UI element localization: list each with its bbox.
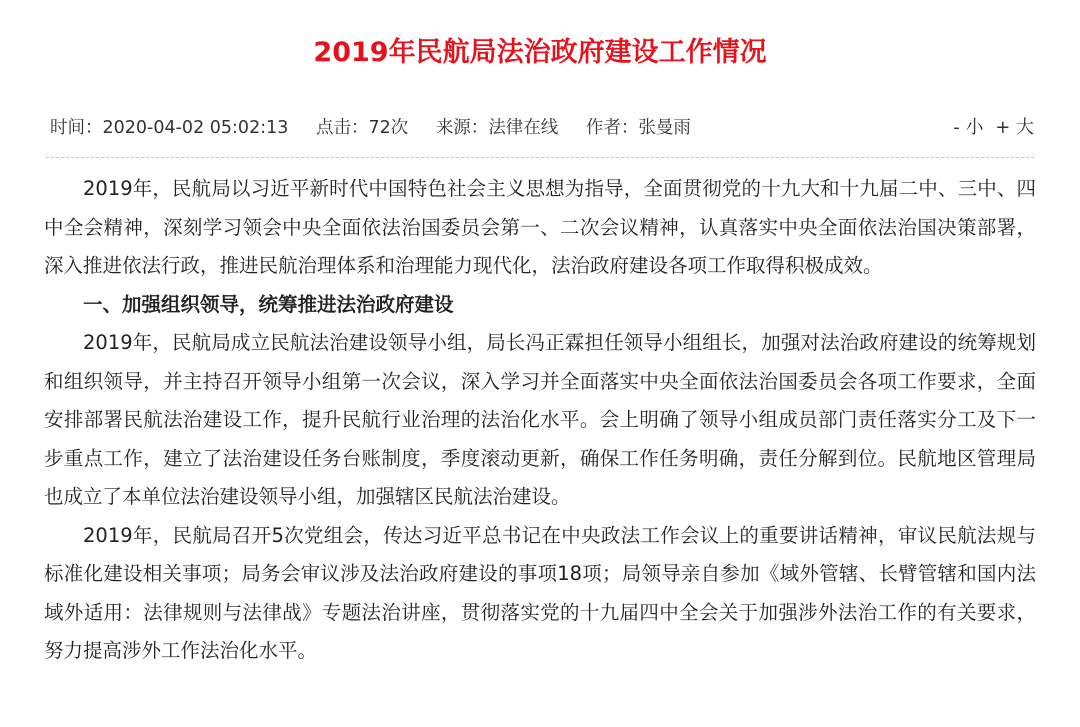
- meta-divider: [46, 157, 1034, 158]
- paragraph-2: 2019年，民航局成立民航法治建设领导小组，局长冯正霖担任领导小组组长，加强对法治政府建设的统筹规划和组织领导，并主持召开领导小组第一次会议，深入学习并全面落实中央全面依法治国委员会各项工作要求，全面安排部署民航法治建设工作，提升民航行业治理的法治化水平。会上明确了领导小组成员部门责任落实分工及下一步重点工作，建立了法治建设任务台账制度，季度滚动更新，确保工作任务明确，责任分解到位。民航地区管理局也成立了本单位法治建设领导小组，加强辖区民航法治建设。: [44, 331, 1036, 508]
- paragraph-3: 2019年，民航局召开5次党组会，传达习近平总书记在中央政法工作会议上的重要讲话精神，审议民航法规与标准化建设相关事项；局务会审议涉及法治政府建设的事项18项；局领导亲自参加《域外管辖、长臂管辖和国内法域外适用：法律规则与法律战》专题法治讲座，贯彻落实党的十九届四中全会关于加强涉外法治工作的有关要求，努力提高涉外工作法治化水平。: [44, 523, 1036, 662]
- meta-clicks: [316, 118, 408, 138]
- meta-time-value: 2020-04-02 05:02:13: [102, 118, 289, 138]
- article-meta: [42, 115, 1038, 141]
- meta-source: [436, 118, 559, 138]
- meta-source-value: 法律在线: [488, 118, 559, 138]
- meta-author-label: 作者：: [585, 118, 639, 138]
- paragraph-1: 2019年，民航局以习近平新时代中国特色社会主义思想为指导，全面贯彻党的十九大和十九届二中、三中、四中全会精神，深刻学习领会中央全面依法治国委员会第一、二次会议精神，认真落实中央全面依法治国决策部署，深入推进依法行政，推进民航治理体系和治理能力现代化，法治政府建设各项工作取得积极成效。: [44, 177, 1036, 277]
- meta-author-value: 张曼雨: [638, 118, 691, 138]
- meta-clicks-value: 72次: [368, 118, 409, 138]
- meta-source-label: 来源：: [435, 118, 489, 138]
- meta-author: [586, 118, 691, 138]
- meta-time-label: 时间：: [50, 118, 103, 138]
- font-size-controls: [947, 115, 1034, 141]
- article-body: [42, 170, 1038, 671]
- meta-clicks-label: 点击：: [315, 118, 369, 138]
- font-increase-button[interactable]: + 大: [995, 117, 1034, 138]
- font-decrease-button[interactable]: - 小: [953, 117, 984, 138]
- section-heading-1: 一、加强组织领导，统筹推进法治政府建设: [83, 292, 454, 316]
- meta-time: [50, 118, 288, 138]
- article-title: 2019年民航局法治政府建设工作情况: [313, 37, 767, 68]
